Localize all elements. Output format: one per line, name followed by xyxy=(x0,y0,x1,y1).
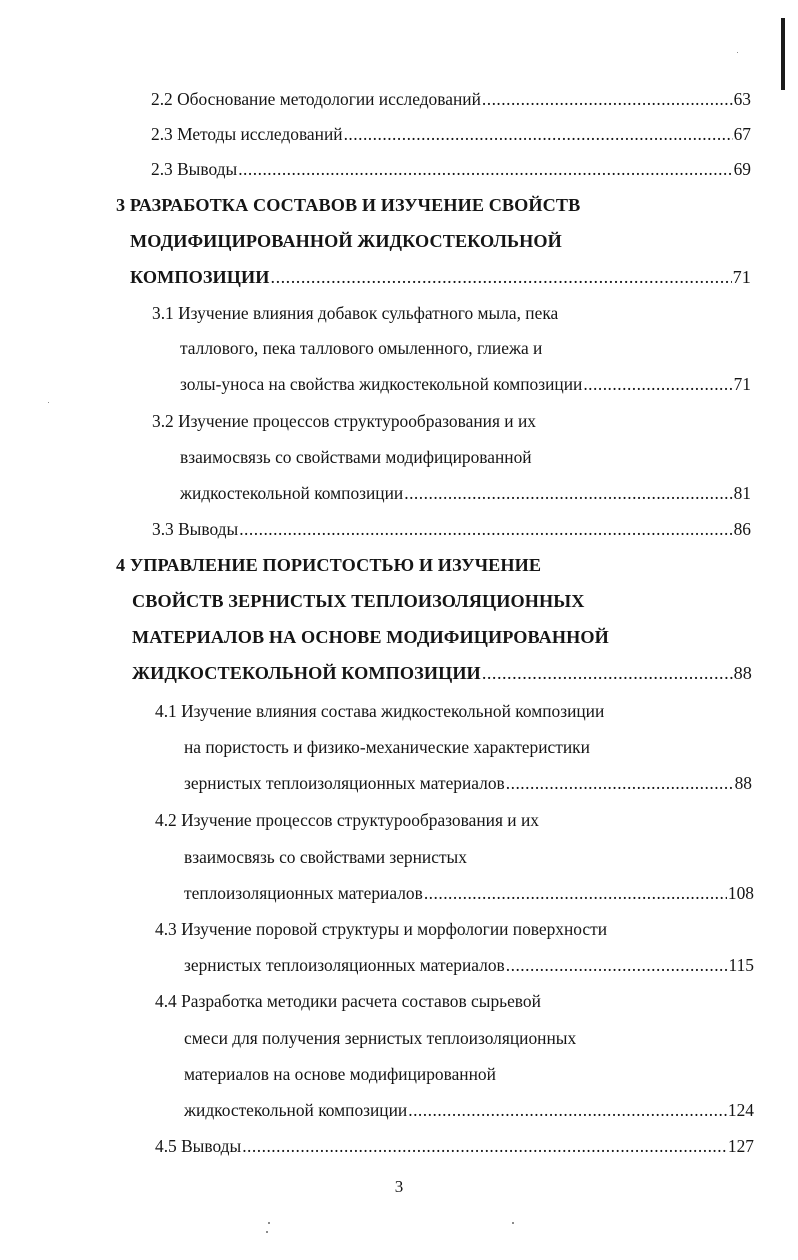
leader-dots xyxy=(238,158,732,180)
toc-entry-title: смеси для получения зернистых теплоизоляционных xyxy=(184,1028,577,1048)
toc-entry-4-1-line-1 xyxy=(155,700,604,724)
toc-entry-3-3 xyxy=(152,518,751,542)
toc-entry-3-1-line-2 xyxy=(180,337,542,361)
toc-entry-3-2-line-2 xyxy=(180,446,532,470)
toc-entry-title: 4.5 Выводы xyxy=(155,1136,242,1156)
leader-dots xyxy=(482,88,733,110)
toc-entry-title: взаимосвязь со свойствами модифицированной xyxy=(180,447,532,467)
toc-entry-title: 3.1 Изучение влияния добавок сульфатного мыла, пека xyxy=(152,303,559,323)
toc-page-number: 67 xyxy=(733,124,751,144)
toc-entry-title: 4.4 Разработка методики расчета составов сырьевой xyxy=(155,991,541,1011)
toc-entry-4-2-line-2 xyxy=(184,846,467,870)
scan-speck xyxy=(268,1222,270,1224)
toc-chapter-4-line-3 xyxy=(132,626,609,650)
toc-entry-title: 4 УПРАВЛЕНИЕ ПОРИСТОСТЬЮ И ИЗУЧЕНИЕ xyxy=(116,555,542,575)
toc-entry-title: на пористость и физико-механические характеристики xyxy=(184,737,590,757)
toc-entry-title: золы-уноса на свойства жидкостекольной композиции xyxy=(180,374,583,394)
leader-dots xyxy=(482,662,733,684)
toc-chapter-4-line-1 xyxy=(116,554,541,578)
toc-entry-4-2-line-3 xyxy=(184,882,754,906)
toc-entry-4-3-line-1 xyxy=(155,918,607,942)
toc-entry-title: взаимосвязь со свойствами зернистых xyxy=(184,847,467,867)
leader-dots xyxy=(506,954,728,976)
toc-entry-title: КОМПОЗИЦИИ xyxy=(130,267,270,287)
leader-dots xyxy=(424,882,727,904)
leader-dots xyxy=(344,123,733,145)
toc-entry-2-2 xyxy=(151,88,751,112)
leader-dots xyxy=(271,266,732,288)
page-number: 3 xyxy=(394,1177,404,1196)
toc-page-number: 88 xyxy=(734,773,752,793)
toc-page-number: 124 xyxy=(727,1100,754,1120)
toc-entry-2-3-methods xyxy=(151,123,751,147)
scan-speck xyxy=(737,52,738,53)
toc-entry-3-1-line-1 xyxy=(152,302,558,326)
scan-edge-mark xyxy=(781,18,785,90)
toc-entry-title: теплоизоляционных материалов xyxy=(184,883,423,903)
toc-page-number: 127 xyxy=(727,1136,754,1156)
toc-entry-title: ЖИДКОСТЕКОЛЬНОЙ КОМПОЗИЦИИ xyxy=(132,663,481,683)
toc-entry-3-2-line-3 xyxy=(180,482,751,506)
toc-chapter-3-line-1 xyxy=(116,194,580,218)
toc-entry-title: жидкостекольной композиции xyxy=(184,1100,408,1120)
leader-dots xyxy=(506,772,734,794)
toc-entry-4-1-line-2 xyxy=(184,736,590,760)
toc-entry-title: МАТЕРИАЛОВ НА ОСНОВЕ МОДИФИЦИРОВАННОЙ xyxy=(132,627,609,647)
toc-page-number: 69 xyxy=(733,159,751,179)
toc-entry-title: зернистых теплоизоляционных материалов xyxy=(184,955,505,975)
toc-entry-title: 2.2 Обоснование методологии исследований xyxy=(151,89,481,109)
toc-entry-3-1-line-3 xyxy=(180,373,751,397)
scan-speck xyxy=(48,402,49,403)
toc-page-number: 63 xyxy=(733,89,751,109)
toc-chapter-3-line-3 xyxy=(130,266,751,290)
toc-entry-4-4-line-3 xyxy=(184,1063,496,1087)
toc-page-number: 71 xyxy=(733,374,751,394)
leader-dots xyxy=(242,1135,727,1157)
toc-chapter-3-line-2 xyxy=(130,230,562,254)
leader-dots xyxy=(583,373,732,395)
toc-entry-title: 2.3 Методы исследований xyxy=(151,124,343,144)
toc-page-number: 88 xyxy=(733,663,752,683)
toc-entry-title: МОДИФИЦИРОВАННОЙ ЖИДКОСТЕКОЛЬНОЙ xyxy=(130,231,562,251)
toc-entry-4-2-line-1 xyxy=(155,809,539,833)
toc-entry-title: жидкостекольной композиции xyxy=(180,483,404,503)
toc-entry-2-3-conclusions xyxy=(151,158,751,182)
toc-entry-title: СВОЙСТВ ЗЕРНИСТЫХ ТЕПЛОИЗОЛЯЦИОННЫХ xyxy=(132,591,585,611)
toc-chapter-4-line-2 xyxy=(132,590,584,614)
toc-page-number: 81 xyxy=(733,483,751,503)
toc-entry-4-4-line-2 xyxy=(184,1027,576,1051)
toc-entry-title: таллового, пека таллового омыленного, глиежа и xyxy=(180,338,543,358)
toc-entry-4-5 xyxy=(155,1135,754,1159)
toc-page-number: 108 xyxy=(727,883,754,903)
toc-entry-title: 3.2 Изучение процессов структурообразования и их xyxy=(152,411,536,431)
leader-dots xyxy=(404,482,732,504)
toc-chapter-4-line-4 xyxy=(132,662,752,686)
toc-entry-title: 2.3 Выводы xyxy=(151,159,238,179)
toc-entry-title: зернистых теплоизоляционных материалов xyxy=(184,773,505,793)
toc-page-number: 71 xyxy=(732,267,751,287)
toc-entry-4-4-line-1 xyxy=(155,990,541,1014)
toc-entry-4-1-line-3 xyxy=(184,772,752,796)
toc-entry-3-2-line-1 xyxy=(152,410,536,434)
toc-entry-4-4-line-4 xyxy=(184,1099,754,1123)
toc-entry-title: материалов на основе модифицированной xyxy=(184,1064,496,1084)
toc-entry-4-3-line-2 xyxy=(184,954,754,978)
toc-page-number: 115 xyxy=(728,955,754,975)
scan-speck xyxy=(266,1231,268,1233)
toc-entry-title: 4.3 Изучение поровой структуры и морфологии поверхности xyxy=(155,919,608,939)
toc-entry-title: 4.1 Изучение влияния состава жидкостекольной композиции xyxy=(155,701,605,721)
toc-entry-title: 4.2 Изучение процессов структурообразования и их xyxy=(155,810,539,830)
leader-dots xyxy=(239,518,732,540)
toc-entry-title: 3.3 Выводы xyxy=(152,519,239,539)
leader-dots xyxy=(408,1099,727,1121)
toc-page-number: 86 xyxy=(733,519,751,539)
toc-entry-title: 3 РАЗРАБОТКА СОСТАВОВ И ИЗУЧЕНИЕ СВОЙСТВ xyxy=(116,195,581,215)
scan-speck xyxy=(512,1222,514,1224)
